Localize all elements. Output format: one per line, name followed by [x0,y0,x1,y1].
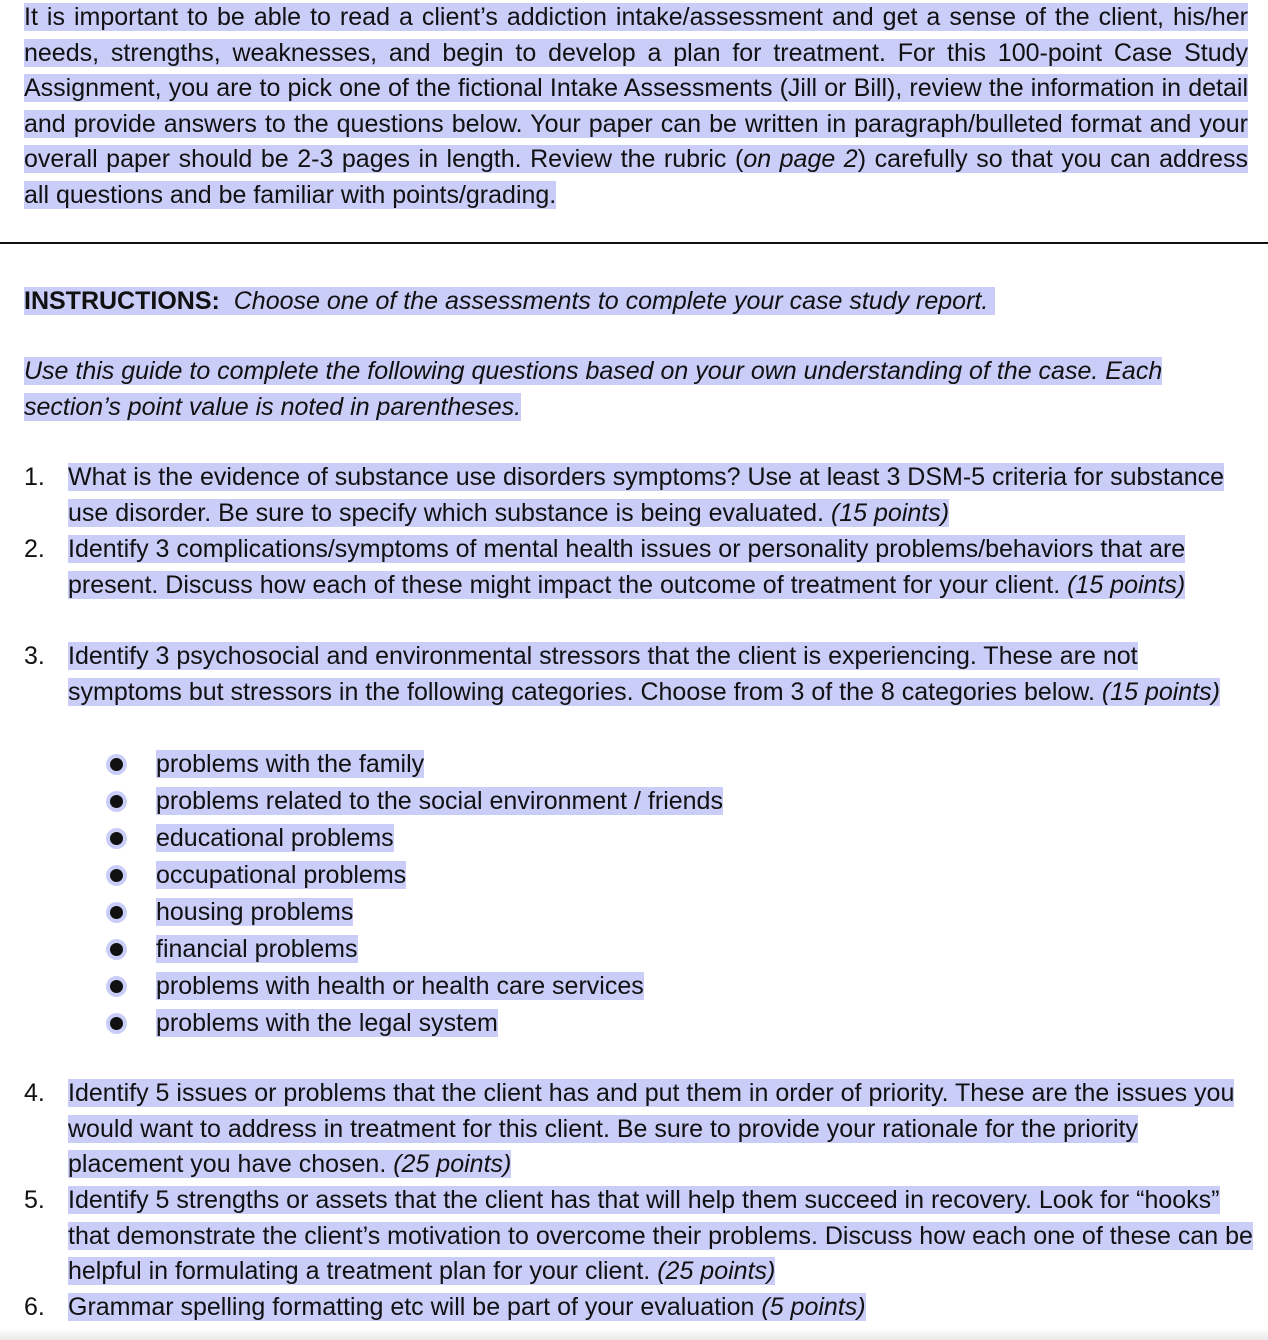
instructions-label: INSTRUCTIONS: [24,287,220,315]
bullet-icon [110,906,123,919]
question-text: Grammar spelling formatting etc will be part of your evaluation [68,1293,755,1321]
question-number: 1. [24,463,45,491]
question-1 [24,460,1254,531]
question-points: (5 points) [761,1293,866,1321]
question-number: 2. [24,535,45,563]
guide-text: Use this guide to complete the following questions based on your own understanding of the case. Each section’s point value is noted in parentheses. [24,357,1163,421]
question-number: 4. [24,1079,45,1107]
question-points: (15 points) [1067,570,1186,599]
question-2 [24,532,1254,603]
list-item: financial problems [110,931,723,968]
guide-paragraph [24,354,1254,425]
question-text: Identify 3 psychosocial and environmental stressors that the client is experiencing. These are not symptoms but stressors in the following categories. Choose from 3 of the 8 categories below. [68,642,1138,706]
question-points: (15 points) [1101,677,1220,706]
intro-italic-text: on page 2 [743,145,858,173]
instructions-line [24,283,995,319]
bullet-icon [110,980,123,993]
question-points: (15 points) [830,498,950,527]
question-text: Identify 5 strengths or assets that the client has that will help them succeed in recovery. Look for “hooks” that demonstrate the client’s motivation to overcome their problems. Discuss how each one of these can be helpful in formulating a treatment plan for your client. [68,1186,1253,1285]
horizontal-divider [0,242,1268,244]
list-item: problems with the legal system [110,1005,723,1042]
question-points: (25 points) [393,1150,512,1178]
stressor-categories-list [110,746,723,1042]
question-6 [24,1290,1254,1326]
question-5 [24,1183,1254,1290]
list-item: housing problems [110,894,723,931]
question-3 [24,639,1254,710]
page-edge [0,1328,1268,1340]
question-number: 5. [24,1186,45,1214]
bullet-icon [110,943,123,956]
question-points: (25 points) [657,1257,776,1285]
list-item: educational problems [110,820,723,857]
question-text: Identify 3 complications/symptoms of mental health issues or personality problems/behaviors that are present. Discuss how each of these might impact the outcome of treatment for your client. [68,535,1186,599]
question-text: What is the evidence of substance use disorders symptoms? Use at least 3 DSM-5 criteria for substance use disorder. Be sure to specify which substance is being evaluated. [68,463,1225,527]
list-item: problems with health or health care services [110,968,723,1005]
question-text: Identify 5 issues or problems that the client has and put them in order of priority. These are the issues you would want to address in treatment for this client. Be sure to provide your rationale for the priority placement you have chosen. [68,1079,1235,1178]
bullet-icon [110,758,123,771]
list-item: occupational problems [110,857,723,894]
list-item: problems with the family [110,746,723,783]
bullet-icon [110,869,123,882]
question-number: 6. [24,1293,45,1321]
intro-text: It is important to be able to read a client’s addiction intake/assessment and get a sense of the client, his/her needs, strengths, weaknesses, and begin to develop a plan for treatment. For this 100-point Case Study Assignment, you are to pick one of the fictional Intake Assessments (Jill or Bill), review the information in detail and provide answers to the questions below. Your paper can be written in paragraph/bulleted format and your overall paper should be 2-3 pages in length. Review the rubric ( [24,3,1248,173]
question-4 [24,1076,1254,1183]
instructions-text: Choose one of the assessments to complete your case study report. [233,287,989,315]
question-number: 3. [24,642,45,670]
bullet-icon [110,1017,123,1030]
list-item: problems related to the social environment / friends [110,783,723,820]
bullet-icon [110,832,123,845]
bullet-icon [110,795,123,808]
intro-paragraph [24,0,1248,213]
intro-text-end: ) carefully so that you can address all questions and be familiar with points/grading. [24,145,1249,209]
